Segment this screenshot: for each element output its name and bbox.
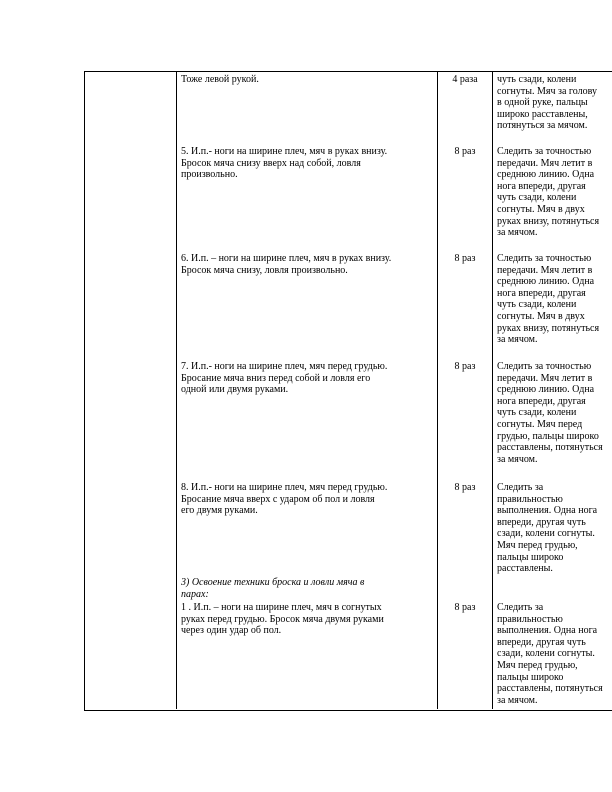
notes-line: впереди, другая чуть <box>497 636 586 648</box>
exercise-cell <box>181 361 387 396</box>
notes-line: чуть сзади, колени <box>497 299 577 311</box>
exercise-cell <box>181 482 387 517</box>
notes-cell <box>497 482 597 575</box>
notes-line: сзади, колени согнуты. <box>497 648 595 660</box>
exercise-cell <box>181 74 259 86</box>
exercise-line: Бросание мяча вверх с ударом об пол и ловля <box>181 493 375 505</box>
count-cell: 8 раз <box>454 482 476 493</box>
notes-line: расставлены, потянуться <box>497 442 603 454</box>
exercise-line: Бросок мяча снизу вверх над собой, ловля <box>181 157 361 169</box>
notes-cell <box>497 361 603 465</box>
notes-cell <box>497 253 599 346</box>
notes-line: согнуты. Мяч в двух <box>497 310 585 322</box>
notes-line: за мячом. <box>497 694 538 706</box>
notes-line: Следить за точностью <box>497 253 592 264</box>
column-divider-2 <box>437 71 438 709</box>
notes-line: за мячом. <box>497 334 538 346</box>
exercise-line: руках перед грудью. Бросок мяча двумя руками <box>181 613 384 625</box>
notes-line: пальцы широко <box>497 551 564 563</box>
notes-line: передачи. Мяч летит в <box>497 372 593 384</box>
exercise-line: одной или двумя руками. <box>181 384 289 396</box>
notes-line: нога впереди, другая <box>497 180 586 192</box>
notes-line: в одной руке, пальцы <box>497 97 588 109</box>
notes-line: выполнения. Одна нога <box>497 505 598 517</box>
notes-line: Следить за точностью <box>497 361 592 372</box>
exercise-cell <box>181 602 384 637</box>
notes-line: Следить за точностью <box>497 146 592 157</box>
notes-line: согнуты. Мяч за голову <box>497 85 597 97</box>
exercise-line: 8. И.п.- ноги на ширине плеч, мяч перед грудью. <box>181 482 388 493</box>
notes-line: нога впереди, другая <box>497 395 586 407</box>
notes-line: чуть сзади, колени <box>497 192 577 204</box>
notes-line: потянуться за мячом. <box>497 120 588 132</box>
notes-line: руках внизу, потянуться <box>497 215 600 227</box>
count-cell: 8 раз <box>454 146 476 157</box>
notes-line: среднюю линию. Одна <box>497 384 595 396</box>
notes-line: пальцы широко <box>497 671 564 683</box>
notes-line: среднюю линию. Одна <box>497 276 595 288</box>
notes-line: расставлены. <box>497 563 553 575</box>
notes-line: расставлены, потянуться <box>497 683 603 695</box>
notes-line: чуть сзади, колени <box>497 74 577 85</box>
section-heading <box>181 577 364 600</box>
notes-line: сзади, колени согнуты. <box>497 528 595 540</box>
exercise-line: произвольно. <box>181 169 238 181</box>
notes-line: Следить за <box>497 602 544 613</box>
exercise-line: 6. И.п. – ноги на ширине плеч, мяч в руках внизу. <box>181 253 392 264</box>
notes-line: Следить за <box>497 482 544 493</box>
column-divider-3 <box>492 71 493 709</box>
count-cell: 8 раз <box>454 361 476 372</box>
exercise-cell <box>181 253 391 276</box>
notes-line: передачи. Мяч летит в <box>497 264 593 276</box>
notes-line: за мячом. <box>497 453 538 465</box>
notes-line: нога впереди, другая <box>497 287 586 299</box>
notes-line: Мяч перед грудью, <box>497 659 578 671</box>
column-divider-1 <box>176 71 177 709</box>
notes-line: среднюю линию. Одна <box>497 169 595 181</box>
exercise-line: 1 . И.п. – ноги на ширине плеч, мяч в согнутых <box>181 602 382 613</box>
exercise-line: 7. И.п.- ноги на ширине плеч, мяч перед грудью. <box>181 361 388 372</box>
notes-line: чуть сзади, колени <box>497 407 577 419</box>
exercise-cell <box>181 146 387 181</box>
exercise-line: его двумя руками. <box>181 505 258 517</box>
notes-cell <box>497 146 599 239</box>
count-cell: 8 раз <box>454 602 476 613</box>
notes-line: руках внизу, потянуться <box>497 322 600 334</box>
notes-line: широко расставлены, <box>497 108 588 120</box>
exercise-line: через один удар об пол. <box>181 625 282 637</box>
notes-line: грудью, пальцы широко <box>497 430 599 442</box>
exercise-line: Бросок мяча снизу, ловля произвольно. <box>181 264 348 276</box>
count-cell: 4 раза <box>452 74 478 85</box>
notes-line: за мячом. <box>497 227 538 239</box>
notes-line: передачи. Мяч летит в <box>497 157 593 169</box>
notes-cell <box>497 602 603 706</box>
section-heading-line: парах: <box>181 588 209 600</box>
notes-line: правильностью <box>497 493 563 505</box>
count-cell: 8 раз <box>454 253 476 264</box>
exercise-line: Тоже левой рукой. <box>181 74 259 85</box>
notes-line: впереди, другая чуть <box>497 516 586 528</box>
notes-line: выполнения. Одна нога <box>497 625 598 637</box>
notes-line: Мяч перед грудью, <box>497 539 578 551</box>
exercise-line: 5. И.п.- ноги на ширине плеч, мяч в руках внизу. <box>181 146 388 157</box>
section-heading-line: 3) Освоение техники броска и ловли мяча в <box>181 577 365 588</box>
notes-line: правильностью <box>497 613 563 625</box>
notes-cell <box>497 74 597 132</box>
notes-line: согнуты. Мяч перед <box>497 418 583 430</box>
notes-line: согнуты. Мяч в двух <box>497 203 585 215</box>
exercise-line: Бросание мяча вниз перед собой и ловля его <box>181 372 371 384</box>
